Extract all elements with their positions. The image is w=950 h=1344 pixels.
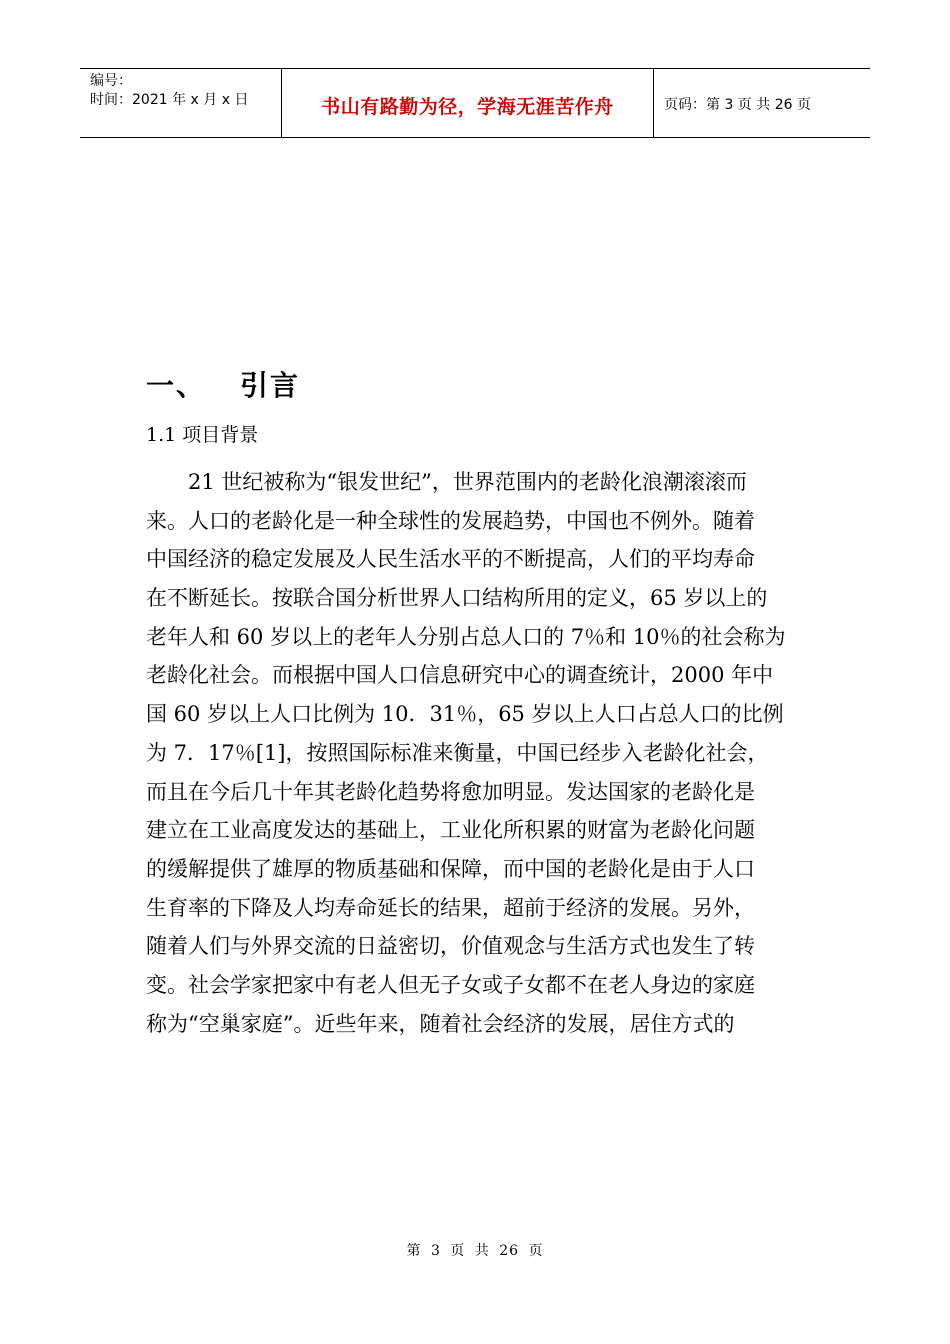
paragraph-line: 为 7．17％[1]，按照国际标准来衡量，中国已经步入老龄化社会，	[146, 740, 769, 765]
header-meta	[80, 69, 282, 137]
header-motto-text: 书山有路勤为径，学海无涯苦作舟	[321, 95, 614, 118]
paragraph-line: 随着人们与外界交流的日益密切，价值观念与生活方式也发生了转	[146, 934, 755, 959]
paragraph-line: 建立在工业高度发达的基础上，工业化所积累的财富为老龄化问题	[146, 818, 755, 843]
header-date-label: 时间：2021 年 x 月 x 日	[90, 92, 249, 108]
paragraph-line: 老年人和 60 岁以上的老年人分别占总人口的 7％和 10％的社会称为	[146, 624, 786, 649]
paragraph-line: 老龄化社会。而根据中国人口信息研究中心的调查统计，2000 年中	[146, 663, 774, 688]
paragraph-line: 在不断延长。按联合国分析世界人口结构所用的定义，65 岁以上的	[146, 586, 768, 611]
header-number-label: 编号：	[90, 73, 132, 89]
paragraph-line: 来。人口的老龄化是一种全球性的发展趋势，中国也不例外。随着	[146, 508, 755, 533]
paragraph-line: 称为“空巢家庭”。近些年来，随着社会经济的发展，居住方式的	[146, 1011, 735, 1036]
paragraph-line: 变。社会学家把家中有老人但无子女或子女都不在老人身边的家庭	[146, 972, 755, 997]
page-footer: 第 3 页 共 26 页	[406, 1243, 544, 1259]
paragraph-line: 21 世纪被称为“银发世纪”，世界范围内的老龄化浪潮滚滚而	[188, 470, 747, 494]
header-page-info	[654, 69, 870, 137]
document-header	[80, 68, 870, 138]
section-number: 一、	[146, 369, 207, 402]
header-motto	[282, 69, 654, 137]
paragraph-line: 中国经济的稳定发展及人民生活水平的不断提高，人们的平均寿命	[146, 547, 755, 572]
subsection-heading: 1.1 项目背景	[146, 424, 259, 446]
body-paragraph	[146, 463, 798, 1043]
section-heading	[146, 364, 300, 404]
header-page-label: 页码：第 3 页 共 26 页	[664, 97, 811, 113]
paragraph-line: 而且在今后几十年其老龄化趋势将愈加明显。发达国家的老龄化是	[146, 779, 755, 804]
section-title: 引言	[240, 369, 301, 402]
paragraph-line: 生育率的下降及人均寿命延长的结果，超前于经济的发展。另外，	[146, 895, 755, 920]
paragraph-line: 国 60 岁以上人口比例为 10．31％，65 岁以上人口占总人口的比例	[146, 702, 784, 727]
paragraph-line: 的缓解提供了雄厚的物质基础和保障，而中国的老龄化是由于人口	[146, 856, 755, 881]
